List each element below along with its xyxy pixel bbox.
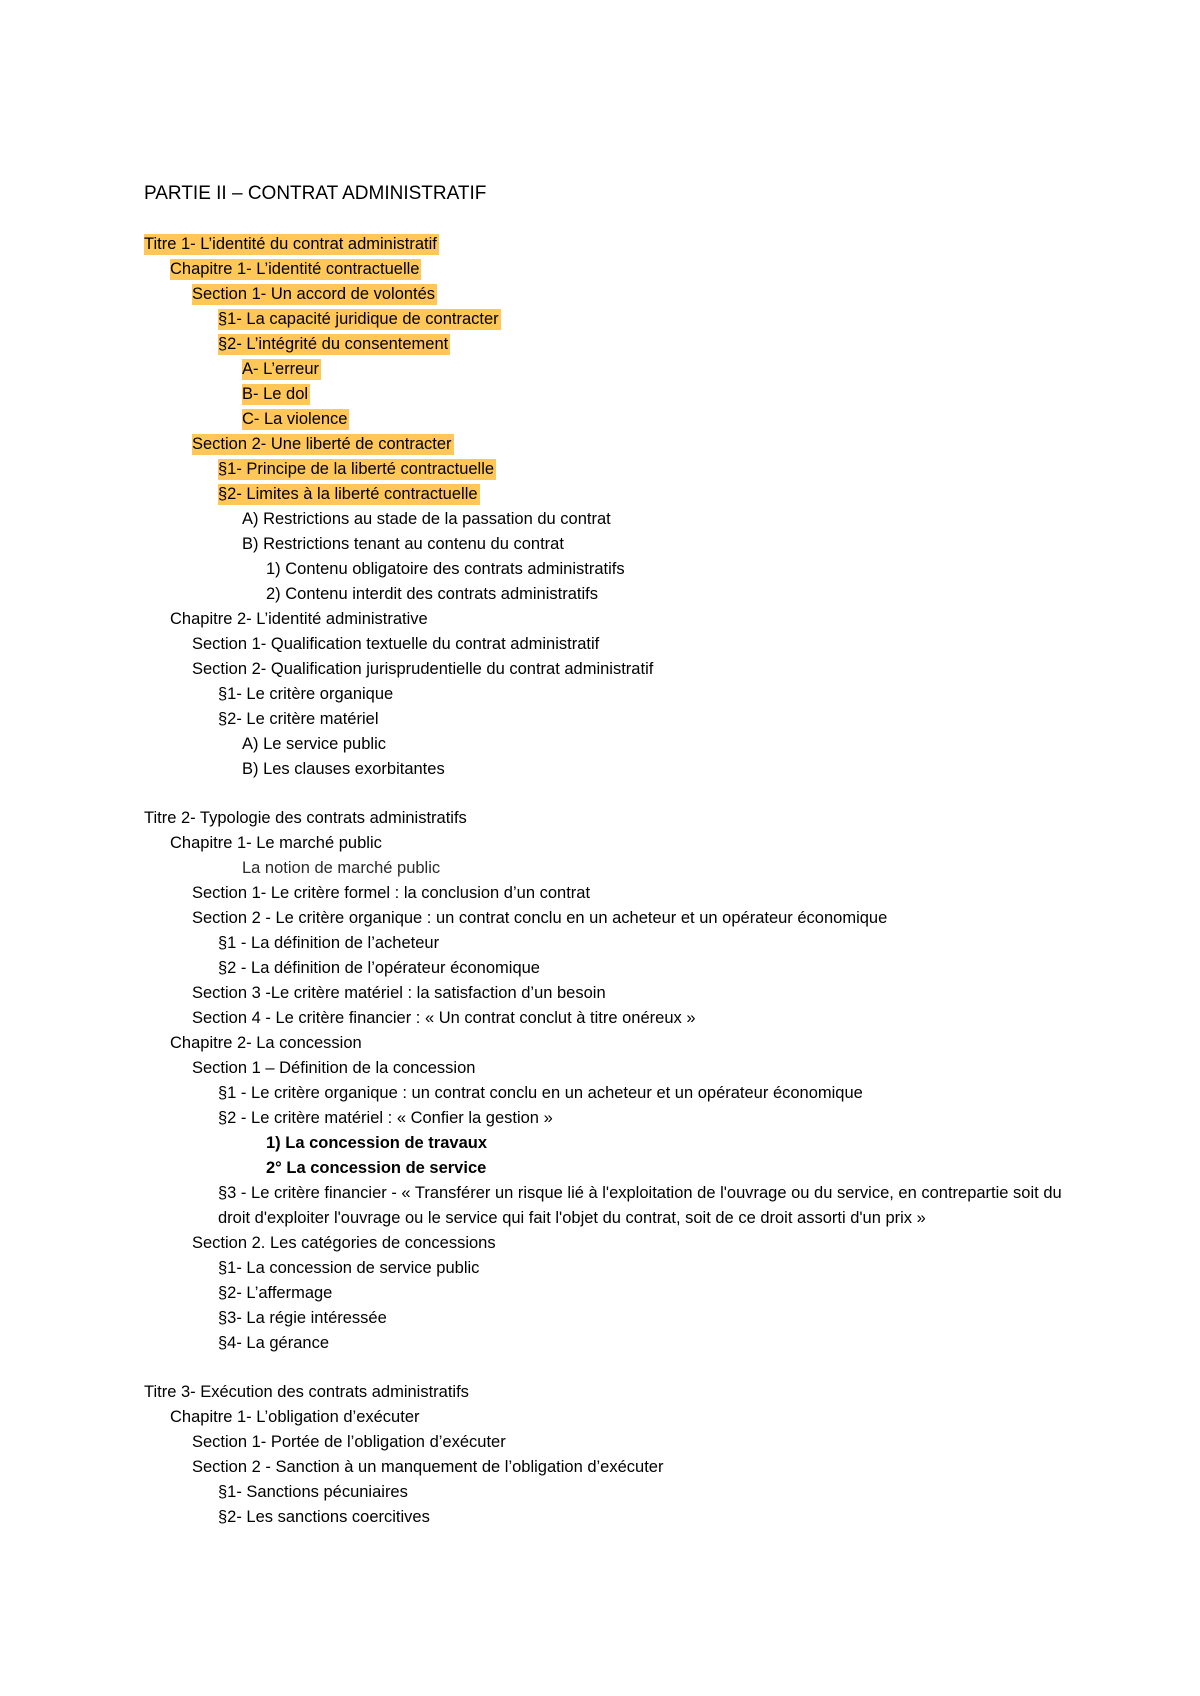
- highlighted-heading-text: §1- Principe de la liberté contractuelle: [218, 460, 495, 478]
- outline-item: [144, 1131, 1084, 1156]
- outline-item: [144, 707, 1084, 732]
- heading-text: Section 1- Qualification textuelle du contrat administratif: [192, 635, 600, 653]
- highlighted-heading-text: A- L’erreur: [242, 360, 320, 378]
- outline-item: [144, 382, 1084, 407]
- outline-item: [144, 881, 1084, 906]
- outline-item: [144, 532, 1084, 557]
- outline-item: [144, 757, 1084, 782]
- heading-text: Chapitre 2- La concession: [170, 1034, 362, 1052]
- heading-text: Chapitre 1- Le marché public: [170, 834, 382, 852]
- outline-item: [144, 1505, 1084, 1530]
- outline-item: [144, 557, 1084, 582]
- heading-text: A) Restrictions au stade de la passation du contrat: [242, 510, 611, 528]
- outline-item: [144, 432, 1084, 457]
- outline-item: [144, 906, 1084, 931]
- heading-text: §1- Le critère organique: [218, 685, 394, 703]
- outline-item: [144, 956, 1084, 981]
- heading-text: Section 1- Portée de l’obligation d’exécuter: [192, 1433, 506, 1451]
- heading-text: Section 2- Qualification jurisprudentielle du contrat administratif: [192, 660, 654, 678]
- heading-text: La notion de marché public: [242, 859, 441, 877]
- outline-item: [144, 1106, 1084, 1131]
- outline-item: [144, 1231, 1084, 1256]
- outline-item: [144, 1306, 1084, 1331]
- outline-item: [144, 607, 1084, 632]
- highlighted-heading-text: Chapitre 1- L’identité contractuelle: [170, 260, 420, 278]
- heading-text: §1 - La définition de l’acheteur: [218, 934, 440, 952]
- outline-item: [144, 1156, 1084, 1181]
- heading-text: 2° La concession de service: [266, 1159, 487, 1177]
- document-title: PARTIE II – CONTRAT ADMINISTRATIF: [144, 183, 487, 204]
- outline-item: [144, 831, 1084, 856]
- blank-line: [144, 1356, 1084, 1380]
- heading-text: A) Le service public: [242, 735, 386, 753]
- blank-line: [144, 782, 1084, 806]
- outline-item: [144, 307, 1084, 332]
- outline-item: [144, 1056, 1084, 1081]
- highlighted-heading-text: §1- La capacité juridique de contracter: [218, 310, 499, 328]
- outline-item: [144, 1256, 1084, 1281]
- outline-list: [144, 232, 1084, 1530]
- outline-item: [144, 582, 1084, 607]
- heading-text: §1- La concession de service public: [218, 1259, 480, 1277]
- outline-item: [144, 1281, 1084, 1306]
- highlighted-heading-text: Section 1- Un accord de volontés: [192, 285, 436, 303]
- heading-text: B) Restrictions tenant au contenu du contrat: [242, 535, 564, 553]
- heading-text: Chapitre 2- L’identité administrative: [170, 610, 428, 628]
- heading-text: §2- Le critère matériel: [218, 710, 379, 728]
- heading-text: 1) La concession de travaux: [266, 1134, 488, 1152]
- heading-text: Section 2 - Le critère organique : un contrat conclu en un acheteur et un opérateur économique: [192, 909, 888, 927]
- outline-item: [144, 682, 1084, 707]
- outline-item: [144, 732, 1084, 757]
- heading-text: Section 1 – Définition de la concession: [192, 1059, 476, 1077]
- outline-item: [144, 1455, 1084, 1480]
- outline-item: [144, 657, 1084, 682]
- outline-item: [144, 507, 1084, 532]
- heading-text: §2- Les sanctions coercitives: [218, 1508, 430, 1526]
- outline-item: [144, 1380, 1084, 1405]
- outline-item: [144, 1081, 1084, 1106]
- outline-item: [144, 232, 1084, 257]
- highlighted-heading-text: B- Le dol: [242, 385, 309, 403]
- heading-text: Section 1- Le critère formel : la conclusion d’un contrat: [192, 884, 591, 902]
- heading-text: B) Les clauses exorbitantes: [242, 760, 445, 778]
- outline-item: [144, 981, 1084, 1006]
- heading-text: 2) Contenu interdit des contrats administratifs: [266, 585, 598, 603]
- highlighted-heading-text: §2- L’intégrité du consentement: [218, 335, 449, 353]
- outline-item: [144, 931, 1084, 956]
- heading-text: §2 - La définition de l’opérateur économique: [218, 959, 540, 977]
- outline-item: [144, 806, 1084, 831]
- heading-text: Chapitre 1- L’obligation d’exécuter: [170, 1408, 420, 1426]
- highlighted-heading-text: C- La violence: [242, 410, 348, 428]
- heading-text: Section 2. Les catégories de concessions: [192, 1234, 496, 1252]
- heading-text: §1 - Le critère organique : un contrat conclu en un acheteur et un opérateur économique: [218, 1084, 863, 1102]
- heading-text: §3 - Le critère financier - « Transférer un risque lié à l'exploitation de l'ouvrage ou du service, en contrepartie soit du droit d'exploiter l'ouvrage ou le service qui fait l'objet du contrat, soit de ce droit assorti d'un prix »: [218, 1184, 1062, 1227]
- highlighted-heading-text: Section 2- Une liberté de contracter: [192, 435, 452, 453]
- heading-text: §2- L’affermage: [218, 1284, 333, 1302]
- highlighted-heading-text: §2- Limites à la liberté contractuelle: [218, 485, 478, 503]
- heading-text: Titre 2- Typologie des contrats administratifs: [144, 809, 467, 827]
- outline-item: [144, 482, 1084, 507]
- outline-item: [144, 856, 1084, 881]
- outline-item: [144, 1181, 1084, 1231]
- heading-text: §1- Sanctions pécuniaires: [218, 1483, 408, 1501]
- outline-item: [144, 1331, 1084, 1356]
- outline-item: [144, 1006, 1084, 1031]
- outline-item: [144, 1480, 1084, 1505]
- heading-text: §3- La régie intéressée: [218, 1309, 387, 1327]
- outline-item: [144, 1430, 1084, 1455]
- outline-item: [144, 257, 1084, 282]
- outline-item: [144, 282, 1084, 307]
- outline-item: [144, 1405, 1084, 1430]
- heading-text: §2 - Le critère matériel : « Confier la gestion »: [218, 1109, 553, 1127]
- heading-text: Section 4 - Le critère financier : « Un contrat conclut à titre onéreux »: [192, 1009, 696, 1027]
- outline-item: [144, 632, 1084, 657]
- outline-item: [144, 1031, 1084, 1056]
- highlighted-heading-text: Titre 1- L’identité du contrat administratif: [144, 235, 437, 253]
- heading-text: §4- La gérance: [218, 1334, 329, 1352]
- heading-text: Section 3 -Le critère matériel : la satisfaction d’un besoin: [192, 984, 606, 1002]
- heading-text: Titre 3- Exécution des contrats administratifs: [144, 1383, 469, 1401]
- heading-text: Section 2 - Sanction à un manquement de l’obligation d’exécuter: [192, 1458, 664, 1476]
- heading-text: 1) Contenu obligatoire des contrats administratifs: [266, 560, 625, 578]
- outline-item: [144, 457, 1084, 482]
- outline-item: [144, 407, 1084, 432]
- outline-item: [144, 357, 1084, 382]
- outline-item: [144, 332, 1084, 357]
